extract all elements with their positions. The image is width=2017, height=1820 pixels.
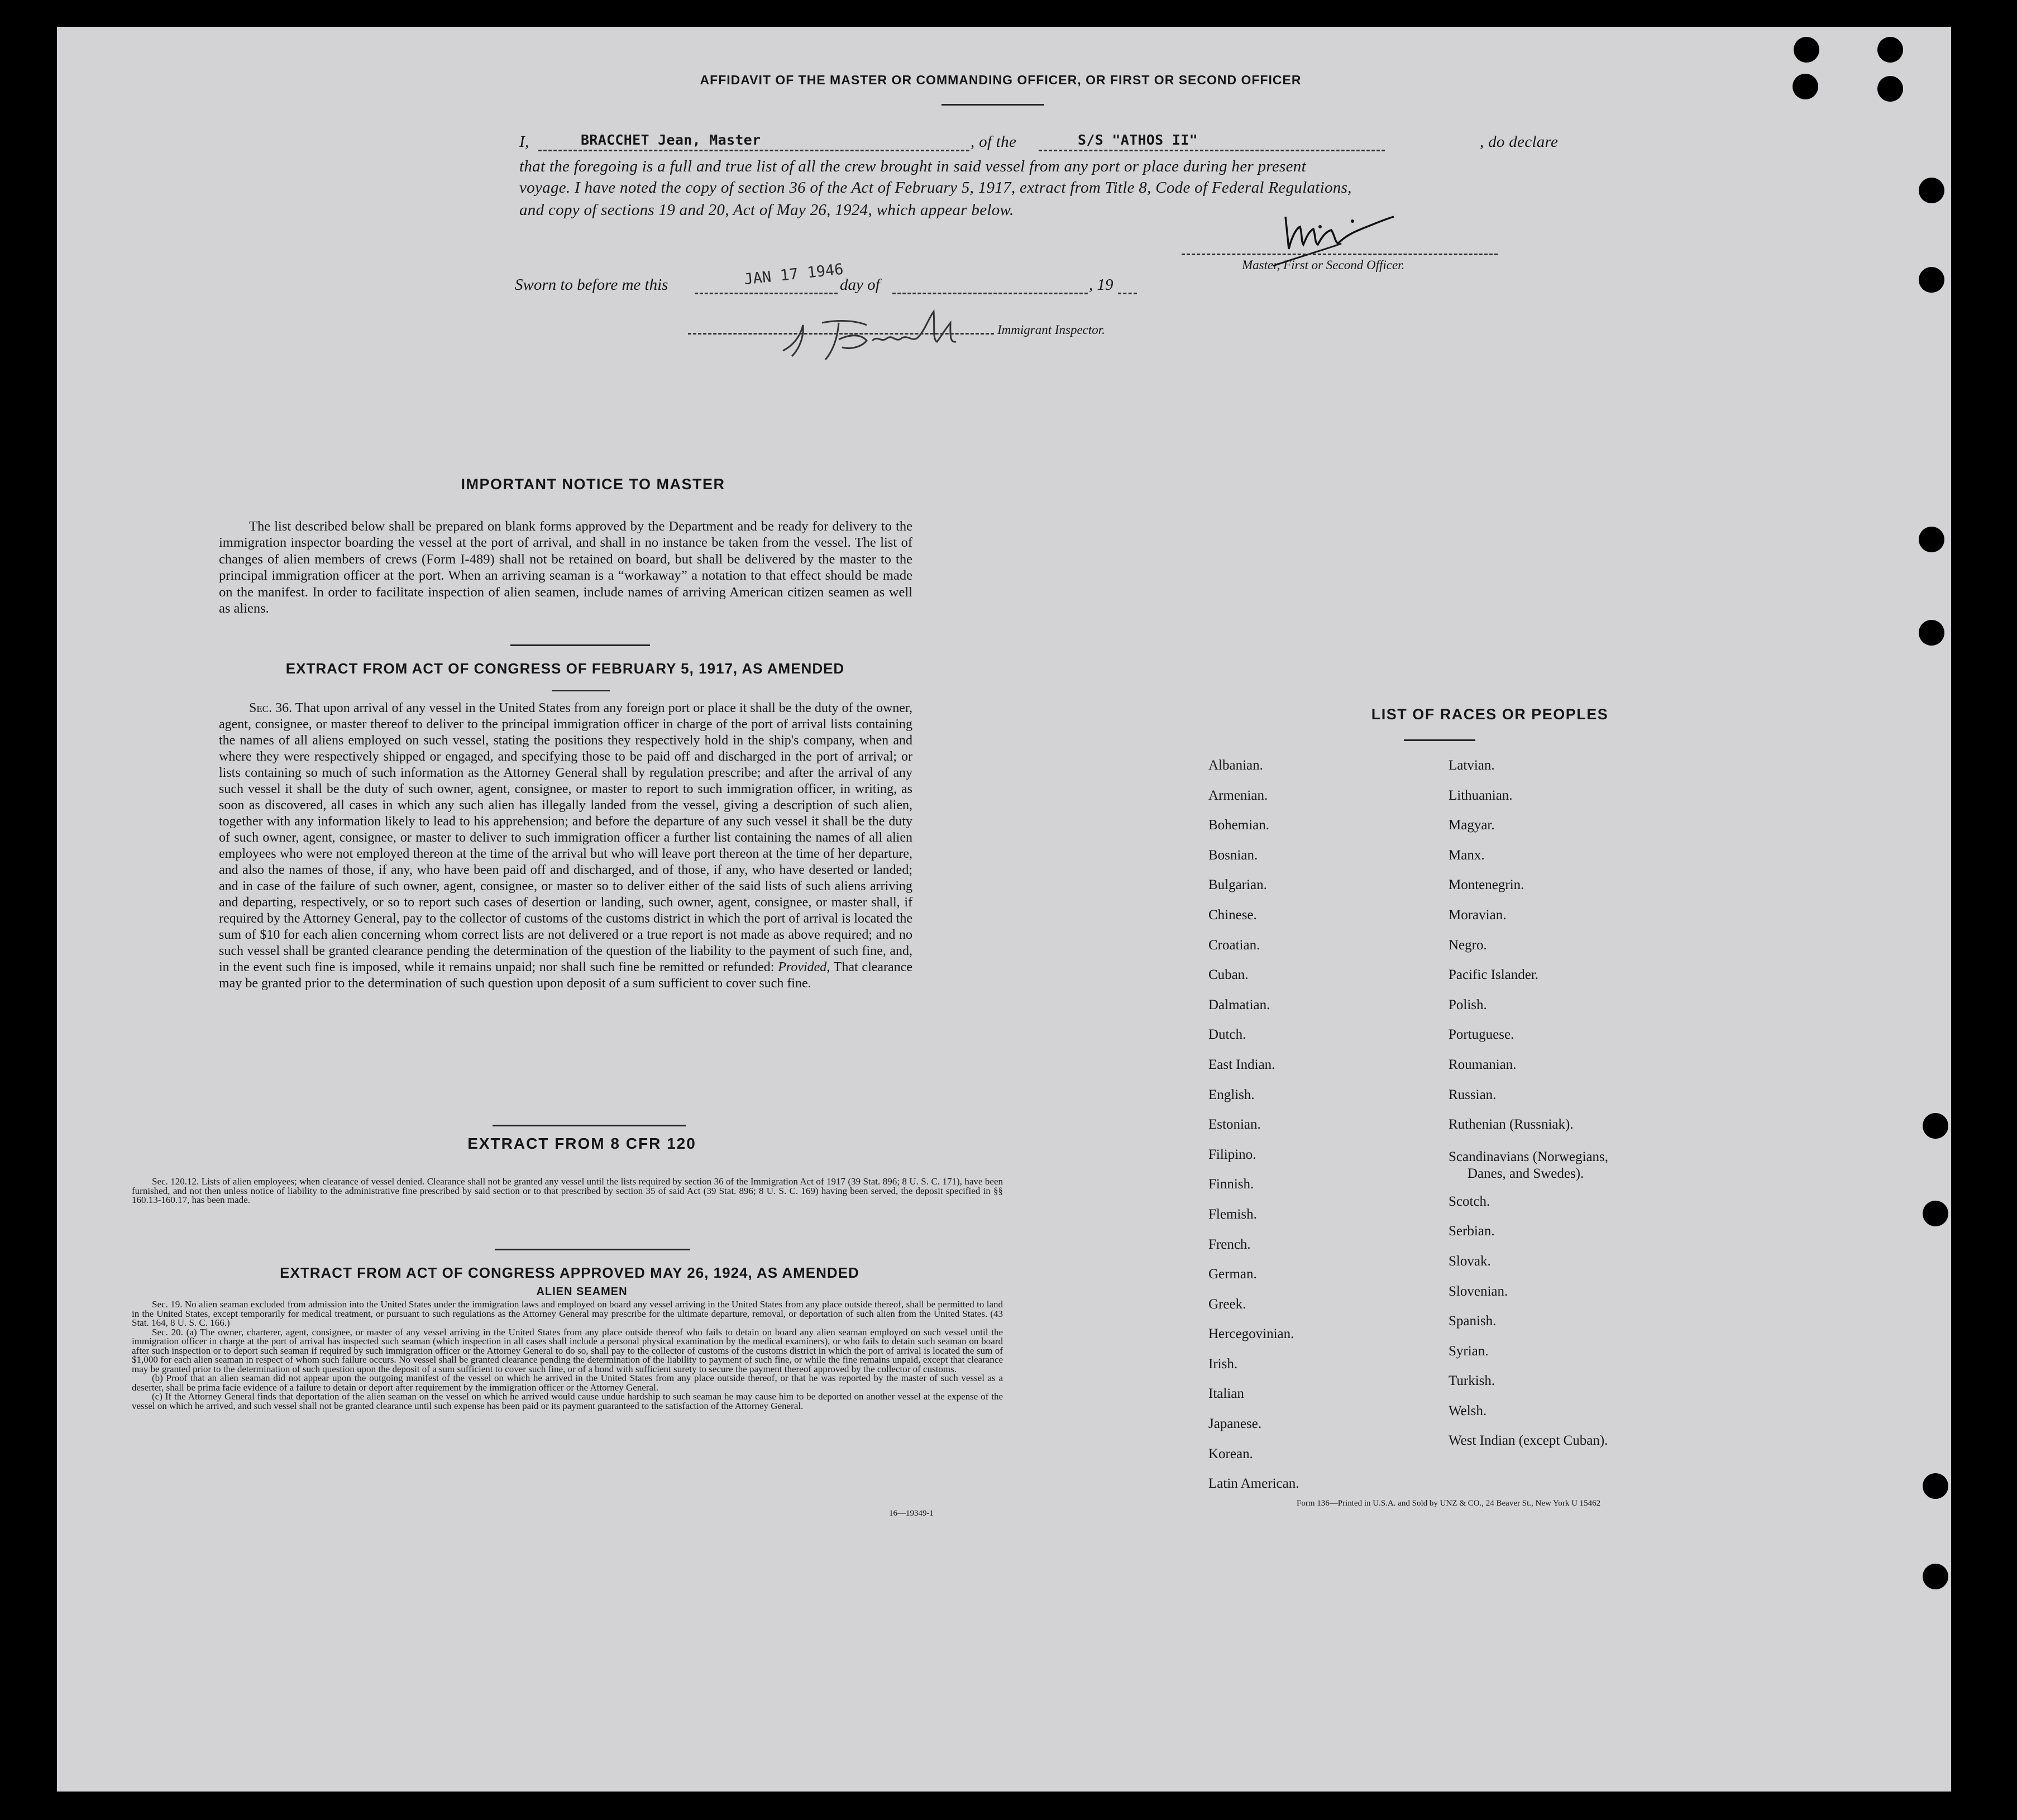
race-item: Dutch.	[1208, 1027, 1246, 1043]
race-item: German.	[1208, 1267, 1257, 1282]
notice-title: IMPORTANT NOTICE TO MASTER	[461, 476, 725, 493]
vessel-line	[1039, 150, 1385, 151]
race-item: Slovenian.	[1449, 1283, 1508, 1299]
master-name-line	[538, 150, 969, 151]
day-of-label: day of	[840, 276, 880, 294]
punch-hole	[1919, 267, 1944, 293]
act-1924-title: EXTRACT FROM ACT OF CONGRESS APPROVED MAY 26, 1924, AS AMENDED	[280, 1264, 859, 1281]
punch-hole	[1923, 1113, 1948, 1139]
month-line	[892, 293, 1088, 294]
race-item: Flemish.	[1208, 1206, 1257, 1222]
year-line	[1118, 293, 1137, 294]
race-item: Estonian.	[1208, 1117, 1261, 1133]
sec-20c: (c) If the Attorney General finds that deportation of the alien seaman on the vessel on which he arrived would cause undue hardship to such seaman he may cause him to be deported on another vessel at the expense of the vessel on which he arrived, and such vessel shall not be granted clearance until such expense has been paid or its payment guaranteed to the satisfaction of the Attorney General.	[132, 1391, 1003, 1411]
notice-body: The list described below shall be prepared on blank forms approved by the Department and be ready for delivery to the immigration inspector boarding the vessel at the port of arrival, and shall in no instance be taken from the vessel. The list of changes of alien members of crews (Form I-489) shall not be retained on board, but shall be delivered by the master to the principal immigration officer at the port. When an arriving seaman is a “workaway” a notation to that effect should be made on the manifest. In order to facilitate inspection of alien seamen, include names of arriving American citizen seamen as well as aliens.	[219, 519, 912, 617]
punch-hole	[1919, 620, 1944, 646]
year-prefix: , 19	[1089, 276, 1113, 294]
affidavit-line-1	[519, 133, 1586, 155]
punch-hole	[1923, 1201, 1948, 1226]
race-item: Polish.	[1449, 997, 1487, 1012]
form-code: 16—19349-1	[889, 1509, 934, 1518]
race-item: West Indian (except Cuban).	[1449, 1433, 1608, 1449]
race-item: Montenegrin.	[1449, 877, 1524, 893]
race-item: Lithuanian.	[1449, 787, 1513, 803]
declare-label: , do declare	[1480, 133, 1559, 151]
punch-hole	[1923, 1564, 1948, 1589]
race-item: Danes, and Swedes).	[1468, 1165, 1584, 1181]
provided-word: Provided,	[778, 960, 830, 975]
race-item: Chinese.	[1208, 907, 1257, 923]
punch-hole	[1919, 178, 1944, 203]
race-item: Magyar.	[1449, 818, 1495, 833]
race-item: Finnish.	[1208, 1177, 1254, 1192]
race-item: Pacific Islander.	[1449, 967, 1539, 983]
race-item: Scandinavians (Norwegians,	[1449, 1149, 1609, 1164]
affidavit-line-2: that the foregoing is a full and true list of all the crew brought in said vessel from any port or place during her present	[519, 157, 1306, 175]
race-item: French.	[1208, 1236, 1251, 1252]
race-item: Russian.	[1449, 1087, 1497, 1102]
race-item: Welsh.	[1449, 1403, 1487, 1418]
race-item: Latvian.	[1449, 758, 1495, 773]
punch-hole	[1794, 37, 1819, 63]
race-item: Dalmatian.	[1208, 997, 1270, 1012]
races-column-2	[1449, 751, 1608, 1456]
race-item: Hercegovinian.	[1208, 1326, 1294, 1342]
document-page	[57, 27, 1951, 1792]
act-1917-body	[219, 700, 912, 992]
act-1924-subtitle: ALIEN SEAMEN	[536, 1286, 628, 1298]
race-item: Spanish.	[1449, 1313, 1497, 1329]
race-item: Scotch.	[1449, 1193, 1490, 1209]
race-item: Croatian.	[1208, 937, 1260, 953]
inspector-caption: Immigrant Inspector.	[997, 323, 1105, 337]
act-1924-body	[132, 1300, 1003, 1411]
punch-hole	[1923, 1473, 1948, 1499]
race-item: Bosnian.	[1208, 847, 1258, 863]
form-printer-note: Form 136—Printed in U.S.A. and Sold by UNZ & CO., 24 Beaver St., New York U 15462	[1297, 1499, 1601, 1508]
race-item: Roumanian.	[1449, 1057, 1517, 1072]
race-item: Latin American.	[1208, 1476, 1299, 1492]
races-rule	[1404, 739, 1475, 741]
race-item: Syrian.	[1449, 1343, 1489, 1359]
sworn-line	[515, 260, 1297, 309]
sec-19: Sec. 19. No alien seaman excluded from admission into the United States under the immigration laws and employed on board any vessel arriving in the United States from any place outside thereof, shall be permitted to land in the United States, except temporarily for medical treatment, or pursuant to such regulations as the Attorney General may prescribe for the ultimate departure, removal, or deportation of such alien from the United States. (43 Stat. 164, 8 U. S. C. 166.)	[132, 1299, 1003, 1328]
race-item: East Indian.	[1208, 1057, 1275, 1072]
sec-36-text-end: That clearance may be granted prior to the determination of such question upon deposit of a sum sufficient to cover such fine.	[219, 960, 913, 991]
date-stamp: JAN 17 1946	[743, 260, 844, 289]
affidavit-title: AFFIDAVIT OF THE MASTER OR COMMANDING OFFICER, OR FIRST OR SECOND OFFICER	[700, 73, 1302, 87]
race-item: Turkish.	[1449, 1373, 1495, 1389]
race-item: Serbian.	[1449, 1224, 1495, 1239]
race-item: Ruthenian (Russniak).	[1449, 1117, 1574, 1133]
race-item: Manx.	[1449, 847, 1485, 863]
race-item: Filipino.	[1208, 1147, 1256, 1162]
officer-signature-line	[1182, 254, 1498, 255]
race-item: Armenian.	[1208, 787, 1268, 803]
section-rule	[493, 1125, 686, 1126]
cfr-title: EXTRACT FROM 8 CFR 120	[467, 1135, 696, 1152]
race-item: Japanese.	[1208, 1416, 1262, 1432]
races-title: LIST OF RACES OR PEOPLES	[1371, 706, 1609, 723]
race-item: Cuban.	[1208, 967, 1249, 983]
sec-36-label: Sec. 36.	[249, 701, 293, 715]
inspector-signature-line	[688, 333, 994, 335]
section-rule	[552, 690, 610, 691]
races-column-1	[1208, 751, 1299, 1499]
sworn-prefix: Sworn to before me this	[515, 276, 668, 294]
sec-36-text: That upon arrival of any vessel in the United States from any foreign port or place it shall be the duty of the owner, agent, consignee, or master thereof to deliver to the principal immigration officer in charge of the port of arrival lists containing the names of all aliens employed on such vessel, stating the positions they respectively hold in the ship's company, when and where they were respectively shipped or engaged, and specifying those to be paid off and discharged in the port of arrival; or lists containing so much of such information as the Attorney General shall by regulation prescribe; and after the arrival of any such vessel it shall be the duty of such owner, agent, consignee, or master to report to such immigration officer, in writing, as soon as discovered, all cases in which any such alien has illegally landed from the vessel, giving a description of such alien, together with any information likely to lead to his apprehension; and before the departure of any such vessel it shall be the duty of such owner, agent, consignee, or master to deliver to such immigration officer a further list containing the names of all alien employees who were not employed thereon at the time of the arrival but who will leave port thereon at the time of her departure, and also the names of those, if any, who have been paid off and discharged, and of those, if any, who have deserted or landed; and in case of the failure of such owner, agent, consignee, or master so to deliver either of the said lists of such aliens arriving and departing, respectively, or so to report such cases of desertion or landing, such owner, agent, consignee, or master shall, if required by the Attorney General, pay to the collector of customs of the customs district in which the port of arrival is located the sum of $10 for each alien concerning whom correct lists are not delivered or a true report is not made as above required; and no such vessel shall be granted clearance pending the determination of the question of the liability to the payment of such fine, and, in the event such fine is imposed, while it remains unpaid; nor shall such fine be remitted or refunded:	[219, 701, 912, 975]
race-item: English.	[1208, 1087, 1255, 1102]
sec-20b: (b) Proof that an alien seaman did not appear upon the outgoing manifest of the vessel on which he arrived in the United States from any place outside thereof, or that he was reported by the master of such vessel as a deserter, shall be prima facie evidence of a failure to detain or deport after requirement by the immigration officer or the Attorney General.	[132, 1373, 1003, 1393]
cfr-body: Sec. 120.12. Lists of alien employees; when clearance of vessel denied. Clearance shall not be granted any vessel until the lists required by section 36 of the Immigration Act of 1917 (39 Stat. 896; 8 U. S. C. 171), have been furnished, and not then unless notice of liability to the administrative fine prescribed by said section or to that prescribed by section 35 of said Act (39 Stat. 896; 8 U. S. C. 169) having been served, the deposit specified in §§ 160.13-160.17, has been made.	[132, 1176, 1003, 1205]
race-item: Negro.	[1449, 937, 1487, 953]
master-name: BRACCHET Jean, Master	[581, 132, 761, 148]
punch-hole	[1877, 37, 1903, 63]
race-item: Italian	[1208, 1386, 1244, 1402]
day-line	[695, 293, 838, 294]
race-item: Slovak.	[1449, 1253, 1491, 1269]
race-item: Albanian.	[1208, 758, 1263, 773]
race-item: Portuguese.	[1449, 1027, 1514, 1043]
section-rule	[495, 1249, 690, 1250]
race-item: Korean.	[1208, 1446, 1253, 1461]
section-rule	[510, 644, 650, 646]
officer-caption: Master, First or Second Officer.	[1242, 258, 1405, 272]
affidavit-line-4: and copy of sections 19 and 20, Act of May 26, 1924, which appear below.	[519, 201, 1014, 219]
race-item: Bulgarian.	[1208, 877, 1267, 893]
race-item: Irish.	[1208, 1356, 1238, 1372]
affidavit-line-3: voyage. I have noted the copy of section 36 of the Act of February 5, 1917, extract from Title 8, Code of Federal Regulations,	[519, 179, 1352, 197]
inspector-signature	[772, 306, 1006, 367]
punch-hole	[1919, 527, 1944, 552]
punch-hole	[1793, 74, 1818, 99]
race-item: Moravian.	[1449, 907, 1507, 923]
title-rule	[941, 104, 1044, 106]
race-item: Bohemian.	[1208, 818, 1270, 833]
pronoun: I,	[519, 133, 529, 151]
punch-hole	[1877, 76, 1903, 102]
sec-20a: Sec. 20. (a) The owner, charterer, agent, consignee, or master of any vessel arriving in the United States from any place outside thereof who fails to detain on board any alien seaman employed on such vessel until the immigration officer in charge at the port of arrival has inspected such seaman (which inspection in all cases shall include a personal physical examination by the medical examiners), or who fails to detain such seaman on board after such inspection or to deport such seaman if required by such immigration officer or the Attorney General to do so, shall pay to the collector of customs of the customs district in which the port of arrival is located the sum of $1,000 for each alien seaman in respect of whom such failure occurs. No vessel shall be granted clearance pending the determination of the liability to payment of such fine, or while the fine remains unpaid, except that clearance may be granted prior to the determination of such question upon the deposit of a sum sufficient to cover such fine, or of a bond with sufficient surety to secure the payment thereof approved by the collector of customs.	[132, 1326, 1003, 1374]
of-the-label: , of the	[971, 133, 1017, 151]
race-item: Greek.	[1208, 1296, 1246, 1312]
vessel-name: S/S "ATHOS II"	[1078, 132, 1198, 148]
act-1917-title: EXTRACT FROM ACT OF CONGRESS OF FEBRUARY 5, 1917, AS AMENDED	[285, 660, 845, 677]
